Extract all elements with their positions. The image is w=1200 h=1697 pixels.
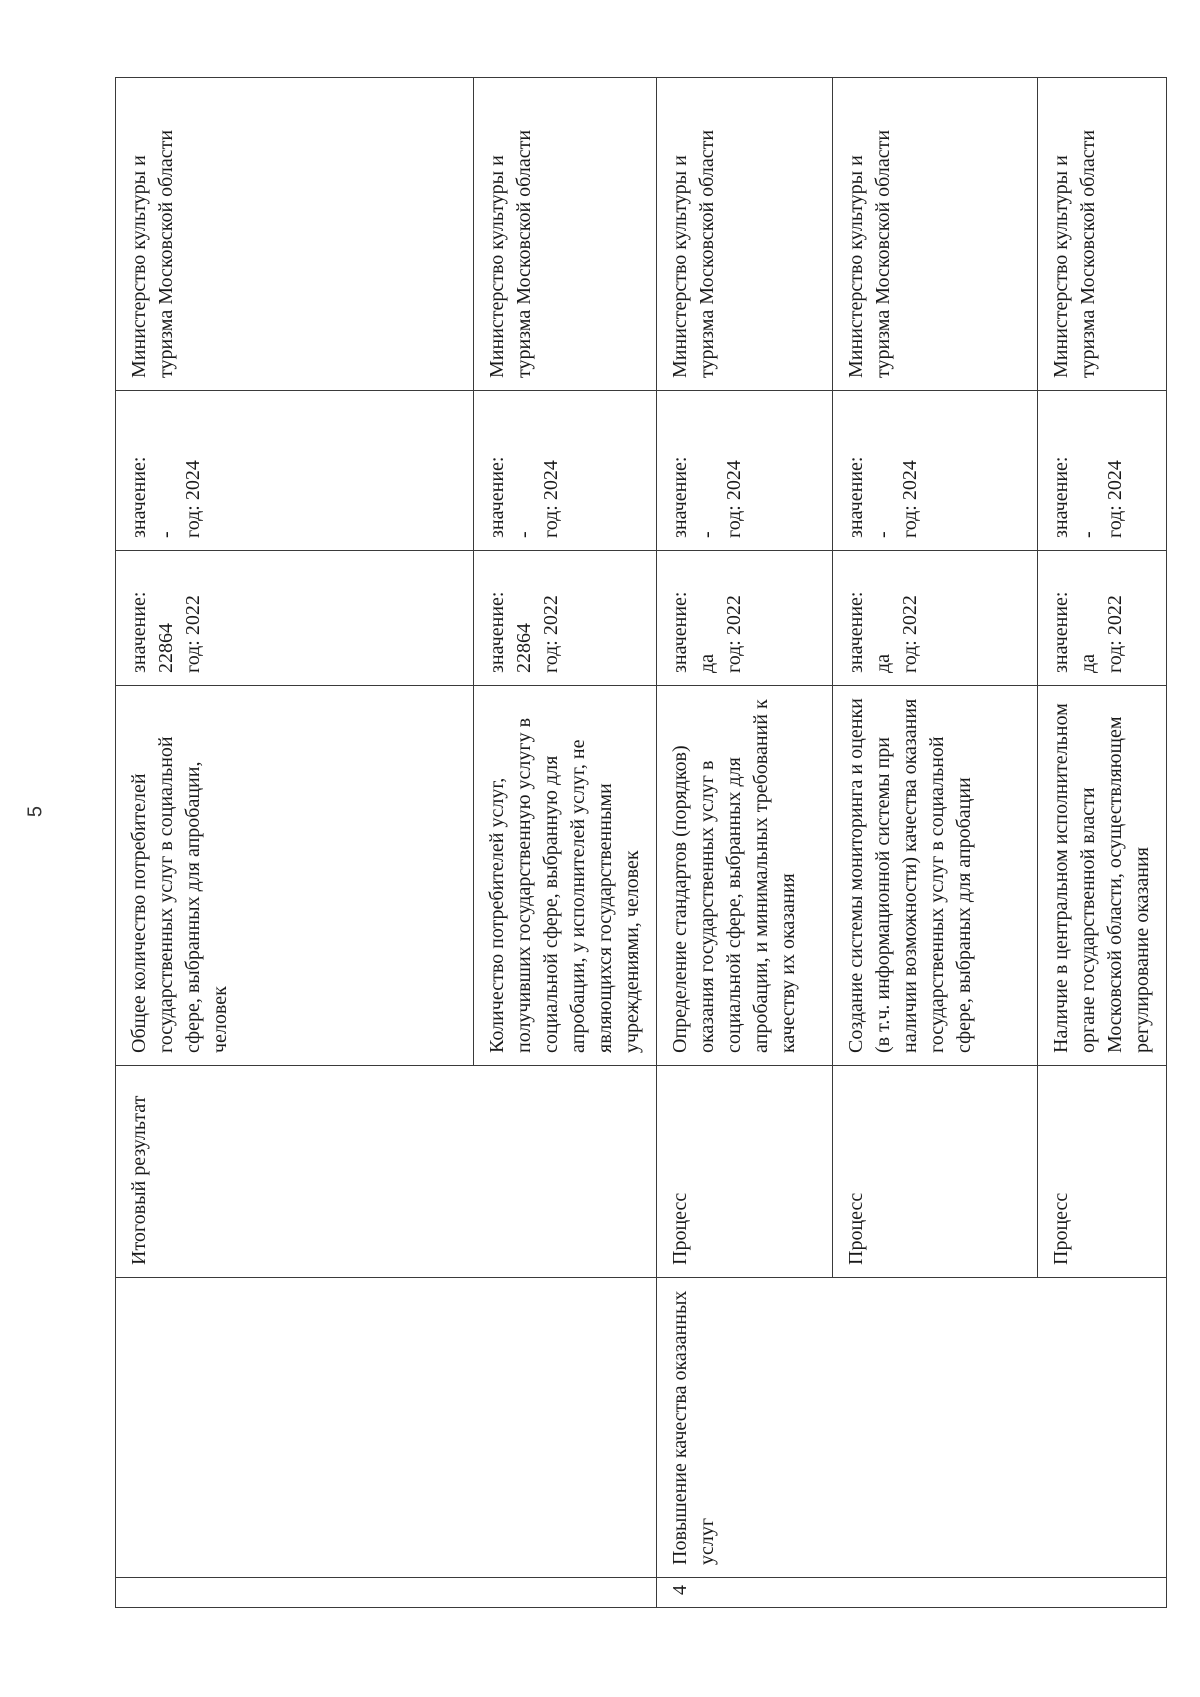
target-value-cell: значение: - год: 2024 [657, 391, 833, 551]
responsible-cell: Министерство культуры и туризма Московской области [116, 78, 474, 391]
base-value-cell: значение: 22864 год: 2022 [116, 551, 474, 686]
responsible-cell: Министерство культуры и туризма Московской области [474, 78, 657, 391]
type-cell: Процесс [1038, 1066, 1167, 1278]
document-table [115, 77, 1167, 1608]
responsible-cell: Министерство культуры и туризма Московской области [833, 78, 1038, 391]
table-row [657, 78, 833, 1608]
target-value-cell: значение: - год: 2024 [1038, 391, 1167, 551]
document-table-wrapper [115, 78, 1153, 1608]
indicator-cell: Создание системы мониторинга и оценки (в т.ч. информационной системы при наличии возможности) качества оказания государственных услуг в социальной сфере, выбраных для апробации [833, 686, 1038, 1066]
type-cell: Процесс [657, 1066, 833, 1278]
task-cell [116, 1278, 657, 1578]
indicator-cell: Количество потребителей услуг, получивших государственную услугу в социальной сфере, выбранную для апробации, у исполнителей услуг, не являющихся государственными учреждениями, человек [474, 686, 657, 1066]
indicator-cell: Наличие в центральном исполнительном органе государственной власти Московской области, осуществляющем регулирование оказания [1038, 686, 1167, 1066]
base-value-cell: значение: 22864 год: 2022 [474, 551, 657, 686]
responsible-cell: Министерство культуры и туризма Московской области [1038, 78, 1167, 391]
type-cell: Процесс [833, 1066, 1038, 1278]
base-value-cell: значение: да год: 2022 [833, 551, 1038, 686]
target-value-cell: значение: - год: 2024 [116, 391, 474, 551]
type-cell: Итоговый результат [116, 1066, 657, 1278]
target-value-cell: значение: - год: 2024 [833, 391, 1038, 551]
indicator-cell: Определение стандартов (порядков) оказания государственных услуг в социальной сфере, выбранных для апробации, и минимальных требований к качеству их оказания [657, 686, 833, 1066]
page-number: 5 [24, 805, 47, 818]
base-value-cell: значение: да год: 2022 [657, 551, 833, 686]
row-number-cell [116, 1578, 657, 1608]
task-cell: Повышение качества оказанных услуг [657, 1278, 1167, 1578]
target-value-cell: значение: - год: 2024 [474, 391, 657, 551]
row-number-cell: 4 [657, 1578, 1167, 1608]
base-value-cell: значение: да год: 2022 [1038, 551, 1167, 686]
indicator-cell: Общее количество потребителей государственных услуг в социальной сфере, выбранных для апробации, человек [116, 686, 474, 1066]
responsible-cell: Министерство культуры и туризма Московской области [657, 78, 833, 391]
table-row [116, 78, 474, 1608]
